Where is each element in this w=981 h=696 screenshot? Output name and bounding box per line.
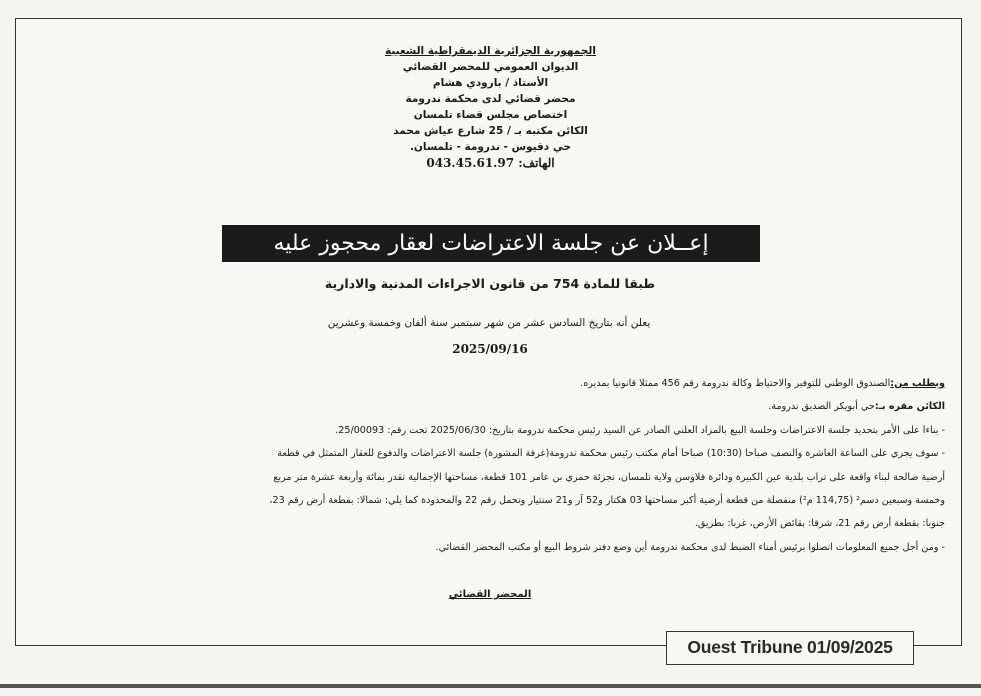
header-line-name: الأستاذ / بارودي هشام (432, 77, 549, 89)
body-line-bounds: جنوبا: بقطعة أرض رقم 21، شرقا: بقائص الأرض، غربا: بطريق. (694, 518, 945, 530)
header-line-country: الجمهورية الجزائرية الديمقراطية الشعبية (385, 45, 596, 57)
body-line-parcel: أرضية صالحة لبناء واقعة على تراب بلدية عين الكبيرة ودائرة فلاوسن ولاية تلمسان، تجزئة حمري بن عامر 101 قطعة، مساحتها الإجمالية تقدر بمائة وأربعة عشرة متر مربع (273, 471, 945, 483)
address-label: الكائن مقره بـ: (874, 401, 945, 413)
body-line-order: - بناءا على الأمر بتحديد جلسة الاعتراضات وجلسة البيع بالمزاد العلني الصادر عن السيد رئيس محكمة ندرومة بتاريخ: 2025/06/30 تحت رقم: 25/00093. (335, 424, 945, 436)
announce-line: يعلن أنه بتاريخ السادس عشر من شهر سبتمبر سنة ألفان وخمسة وعشرين (327, 317, 651, 329)
header-line-office: الديوان العمومي للمحضر القضائي (402, 61, 579, 73)
bottom-rule (0, 684, 981, 688)
notice-body (155, 372, 945, 559)
header-line-district: حي دقيوس - ندرومة - تلمسان. (409, 141, 572, 153)
requester-text: الصندوق الوطني للتوفير والاحتياط وكالة ندرومة رقم 456 ممثلا قانونيا بمديره. (580, 378, 891, 389)
notice-title: إعــلان عن جلسة الاعتراضات لعقار محجوز عليه (222, 225, 760, 262)
requester-line (155, 372, 945, 395)
source-label: Ouest Tribune 01/09/2025 (666, 631, 914, 665)
body-line-area: وخمسة وسبعين دسم² (114,75 م²) منفصلة من قطعة أرضية أكبر مساحتها 03 هكتار و52 آر و21 سنتيار وتحمل رقم 22 والمحدودة كما يلي: شمالا: بقطعة أرض رقم 23، (269, 495, 945, 507)
bailiff-header (300, 43, 681, 171)
body-line-contact: - ومن أجل جميع المعلومات اتصلوا برئيس أمناء الضبط لدى محكمة ندرومة أين وضع دفتر شروط البيع أو مكتب المحضر القضائي. (435, 541, 945, 553)
body-line-session: - سوف يجري على الساعة العاشرة والنصف صباحا (10:30) صباحا أمام مكتب رئيس محكمة ندرومة(غرفة المشورة) جلسة الاعتراضات والدفوع للعقار المتمثل في قطعة (277, 448, 945, 460)
notice-subtitle: طبقا للمادة 754 من قانون الاجراءات المدنية والادارية (324, 276, 656, 291)
address-text: حي أبويكر الصديق ندرومة. (768, 401, 875, 413)
header-line-phone: الهاتف: 043.45.61.97 (426, 156, 555, 170)
header-line-address: الكائن مكتبه بـ / 25 شارع عياش محمد (393, 125, 588, 137)
header-line-jurisdiction: اختصاص مجلس قضاء تلمسان (413, 109, 568, 121)
requester-label: وبطلب من: (890, 378, 945, 389)
header-line-court: محضر قضائي لدى محكمة ندرومة (405, 93, 576, 105)
notice-date: 2025/09/16 (452, 342, 528, 356)
signature: المحضر القضائي (448, 589, 532, 600)
address-line (155, 395, 945, 418)
